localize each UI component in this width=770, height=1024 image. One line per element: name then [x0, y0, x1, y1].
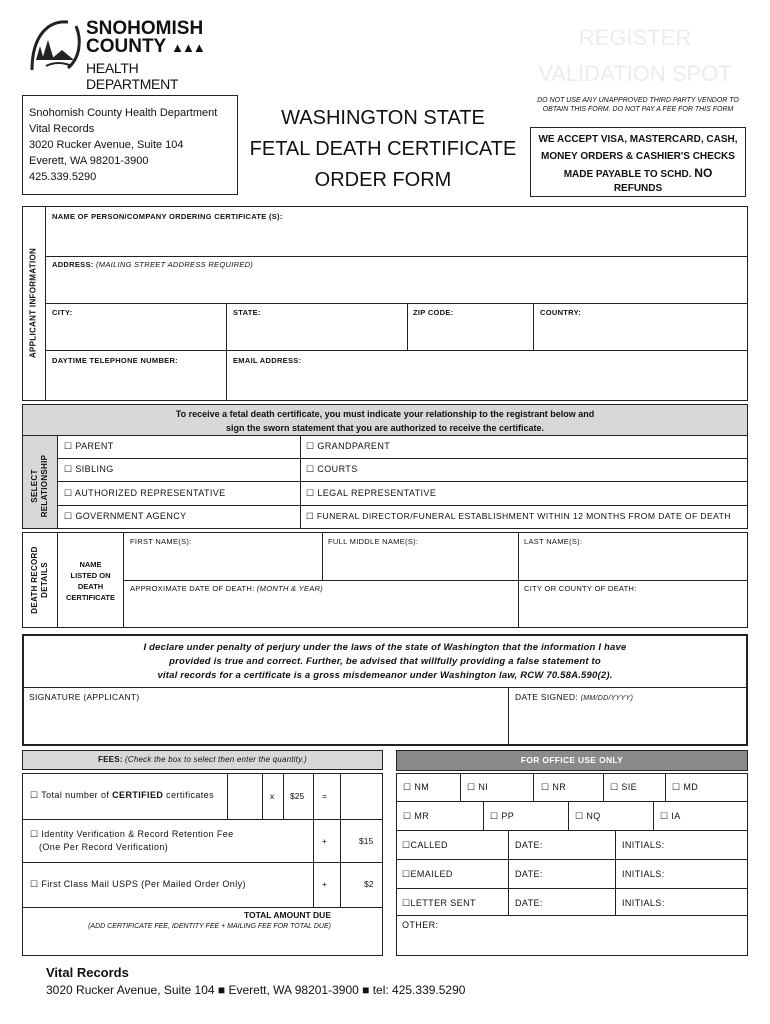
- city-of-death-input[interactable]: [519, 594, 747, 627]
- option-label: PARENT: [75, 441, 114, 451]
- office-option: NI: [478, 782, 489, 792]
- logo-line-2: [86, 36, 204, 58]
- relationship-label-1: SELECT: [30, 469, 39, 503]
- payment-payable: MADE PAYABLE TO SCHD.: [563, 169, 695, 180]
- payment-line-3: [531, 165, 745, 183]
- payment-line-4: REFUNDS: [613, 183, 663, 194]
- office-letter-checkbox[interactable]: [402, 898, 476, 909]
- declaration-line-2: provided is true and correct. Further, be advised that willfully providing a false statement to: [169, 656, 601, 667]
- option-label: COURTS: [317, 464, 358, 474]
- footer-address: [46, 983, 465, 997]
- office-emailed-checkbox[interactable]: [402, 869, 453, 880]
- country-label: COUNTRY:: [540, 308, 582, 317]
- relationship-banner: [22, 404, 748, 436]
- option-label: GOVERNMENT AGENCY: [75, 511, 187, 521]
- relationship-authorized-rep-checkbox[interactable]: [64, 488, 226, 499]
- name-box-line: LISTED ON: [70, 571, 111, 580]
- office-pp-checkbox[interactable]: [490, 811, 514, 822]
- declaration-text: [30, 641, 740, 683]
- payment-line-2: MONEY ORDERS & CASHIER'S CHECKS: [541, 151, 735, 162]
- title-line-2: FETAL DEATH CERTIFICATE: [249, 138, 517, 160]
- fee-row-2-line-1: Identity Verification & Record Retention Fee: [41, 829, 234, 839]
- zip-label: ZIP CODE:: [413, 308, 454, 317]
- date-signed-text: DATE SIGNED:: [515, 692, 581, 702]
- checkbox-icon: ☐: [610, 782, 619, 792]
- office-option: NM: [414, 782, 430, 792]
- fee-row-1-bold: CERTIFIED: [112, 790, 164, 800]
- name-label: NAME OF PERSON/COMPANY ORDERING CERTIFICATE (S):: [52, 212, 283, 221]
- date-of-death-text: APPROXIMATE DATE OF DEATH:: [130, 584, 257, 593]
- relationship-section-label: [30, 441, 50, 531]
- first-name-label: FIRST NAME(S):: [130, 537, 192, 546]
- date-signed-label: [515, 692, 633, 702]
- fee-row-2-op: +: [322, 836, 327, 846]
- fee-row-3-text: First Class Mail USPS (Per Mailed Order Only): [41, 879, 246, 889]
- banner-line-1: To receive a fetal death certificate, you must indicate your relationship to the registrant below and: [175, 409, 595, 419]
- signature-label: SIGNATURE (APPLICANT): [29, 692, 140, 702]
- office-option: MR: [414, 811, 430, 821]
- office-sie-checkbox[interactable]: [610, 782, 637, 793]
- footer-title: Vital Records: [46, 965, 129, 980]
- option-label: LEGAL REPRESENTATIVE: [317, 488, 437, 498]
- bullet-icon: ■: [217, 983, 226, 997]
- total-amount-input[interactable]: [341, 908, 382, 955]
- address-hint: (MAILING STREET ADDRESS REQUIRED): [95, 260, 254, 269]
- option-label: GRANDPARENT: [317, 441, 391, 451]
- office-emailed-date-label: DATE:: [515, 869, 543, 879]
- relationship-label-2: RELATIONSHIP: [40, 454, 49, 518]
- date-signed-hint: (MM/DD/YYYY): [580, 695, 634, 702]
- office-letter-date-label: DATE:: [515, 898, 543, 908]
- date-signed-input[interactable]: [509, 704, 746, 744]
- certified-quantity-input[interactable]: [228, 774, 262, 819]
- office-letter-initials-label: INITIALS:: [622, 898, 665, 908]
- office-ia-checkbox[interactable]: [660, 811, 681, 822]
- office-emailed-label: EMAILED: [410, 869, 453, 879]
- office-mr-checkbox[interactable]: [403, 811, 429, 822]
- fee-row-3-price: $2: [364, 879, 374, 889]
- footer-phone: tel: 425.339.5290: [369, 983, 466, 997]
- checkbox-icon: ☐: [64, 441, 73, 451]
- checkbox-icon: ☐: [306, 464, 315, 474]
- address-line: Snohomish County Health Department: [29, 107, 218, 119]
- first-name-input[interactable]: [124, 547, 322, 580]
- logo-mark-icon: [28, 16, 84, 74]
- checkbox-icon: ☐: [467, 782, 476, 792]
- phone-input[interactable]: [46, 366, 226, 400]
- option-label: AUTHORIZED REPRESENTATIVE: [74, 488, 226, 498]
- address-line: Vital Records: [29, 123, 95, 135]
- last-name-input[interactable]: [519, 547, 747, 580]
- payment-line-1: WE ACCEPT VISA, MASTERCARD, CASH,: [538, 134, 738, 145]
- name-box-line: DEATH: [77, 582, 104, 591]
- office-option: PP: [501, 811, 515, 821]
- checkbox-icon: ☐: [64, 464, 73, 474]
- name-input[interactable]: [46, 222, 747, 256]
- checkbox-icon: ☐: [64, 511, 73, 521]
- state-label: STATE:: [233, 308, 261, 317]
- total-amount-label: [24, 909, 331, 933]
- checkbox-icon: ☐: [30, 879, 39, 889]
- fee-row-2-price: $15: [359, 836, 374, 846]
- checkbox-icon: ☐: [672, 782, 681, 792]
- city-label: CITY:: [52, 308, 73, 317]
- declaration-line-3: vital records for a certificate is a gross misdemeanor under Washington law, RCW 70.58A.590(2).: [157, 670, 613, 681]
- checkbox-icon: ☐: [403, 811, 412, 821]
- page-title: [240, 103, 526, 196]
- checkbox-icon: ☐: [306, 511, 315, 521]
- fee-row-2-line-2: (One Per Record Verification): [39, 842, 169, 852]
- office-letter-label: LETTER SENT: [410, 898, 476, 908]
- office-nr-checkbox[interactable]: [541, 782, 566, 793]
- office-nm-checkbox[interactable]: [403, 782, 429, 793]
- fee-row-1-eq: =: [322, 791, 327, 801]
- option-label: FUNERAL DIRECTOR/FUNERAL ESTABLISHMENT WITHIN 12 MONTHS FROM DATE OF DEATH: [316, 511, 731, 521]
- footer-street: 3020 Rucker Avenue, Suite 104: [46, 983, 218, 997]
- logo-county: COUNTY: [86, 36, 166, 57]
- country-input[interactable]: [534, 318, 747, 350]
- register-validation-spot: [520, 20, 750, 92]
- fees-header: [22, 750, 383, 770]
- death-record-section-label: [30, 532, 50, 628]
- last-name-label: LAST NAME(S):: [524, 537, 583, 546]
- office-other-label: OTHER:: [402, 920, 439, 930]
- email-input[interactable]: [227, 366, 747, 400]
- fee-row-1-text: Total number of: [41, 790, 113, 800]
- name-box-line: NAME: [79, 560, 102, 569]
- address-line: 425.339.5290: [29, 171, 97, 183]
- relationship-grandparent-checkbox[interactable]: [306, 441, 390, 452]
- certified-subtotal-input[interactable]: [341, 774, 382, 819]
- applicant-section-label: APPLICANT INFORMATION: [28, 247, 38, 359]
- office-header: FOR OFFICE USE ONLY: [396, 750, 748, 771]
- death-label-1: DEATH RECORD: [30, 546, 39, 614]
- checkbox-icon: ☐: [306, 488, 315, 498]
- name-box-line: CERTIFICATE: [65, 593, 116, 602]
- checkbox-icon: ☐: [306, 441, 315, 451]
- relationship-government-checkbox[interactable]: [64, 511, 187, 522]
- checkbox-icon: ☐: [490, 811, 499, 821]
- email-label: EMAIL ADDRESS:: [233, 356, 302, 365]
- fees-header-label: FEES:: [98, 755, 126, 764]
- checkbox-icon: ☐: [402, 898, 411, 908]
- office-called-label: CALLED: [410, 840, 448, 850]
- payment-no: NO: [694, 166, 713, 180]
- mail-fee-checkbox[interactable]: [30, 879, 246, 890]
- office-ni-checkbox[interactable]: [467, 782, 488, 793]
- bullet-icon: ■: [362, 983, 370, 997]
- checkbox-icon: ☐: [402, 840, 411, 850]
- city-input[interactable]: [46, 318, 226, 350]
- address-input[interactable]: [46, 270, 747, 303]
- fee-row-3-op: +: [322, 879, 327, 889]
- address-label-text: ADDRESS:: [52, 260, 94, 269]
- vendor-note: DO NOT USE ANY UNAPPROVED THIRD PARTY VENDOR TO OBTAIN THIS FORM. DO NOT PAY A FEE FOR THIS FORM: [537, 97, 739, 113]
- office-option: MD: [683, 782, 699, 792]
- address-block: [22, 95, 238, 195]
- watermark-line-2: VALIDATION SPOT: [538, 61, 732, 86]
- office-called-date-label: DATE:: [515, 840, 543, 850]
- relationship-funeral-checkbox[interactable]: [306, 511, 731, 522]
- footer-city: Everett, WA 98201-3900: [225, 983, 363, 997]
- office-nq-checkbox[interactable]: [575, 811, 601, 822]
- death-label-2: DETAILS: [40, 562, 49, 598]
- option-label: SIBLING: [75, 464, 114, 474]
- state-input[interactable]: [227, 318, 407, 350]
- office-md-checkbox[interactable]: [672, 782, 698, 793]
- fees-header-hint: (Check the box to select then enter the quantity.): [125, 755, 307, 764]
- middle-name-input[interactable]: [323, 547, 518, 580]
- date-of-death-input[interactable]: [124, 594, 518, 627]
- checkbox-icon: ☐: [575, 811, 584, 821]
- logo: [28, 16, 228, 92]
- title-line-1: WASHINGTON STATE: [281, 107, 485, 129]
- payment-note: [530, 127, 746, 197]
- declaration-line-1: I declare under penalty of perjury under the laws of the state of Washington that the information I have: [143, 642, 627, 653]
- office-option: NR: [552, 782, 567, 792]
- watermark-line-1: REGISTER: [578, 25, 692, 50]
- middle-name-label: FULL MIDDLE NAME(S):: [328, 537, 419, 546]
- logo-line-1: SNOHOMISH: [86, 18, 204, 39]
- certified-checkbox[interactable]: [30, 790, 214, 801]
- total-label: TOTAL AMOUNT DUE: [243, 910, 331, 920]
- mountains-icon: ▲▲▲: [171, 40, 204, 55]
- office-emailed-initials-label: INITIALS:: [622, 869, 665, 879]
- phone-label: DAYTIME TELEPHONE NUMBER:: [52, 356, 178, 365]
- office-called-checkbox[interactable]: [402, 840, 448, 851]
- office-called-initials-label: INITIALS:: [622, 840, 665, 850]
- checkbox-icon: ☐: [402, 869, 411, 879]
- checkbox-icon: ☐: [660, 811, 669, 821]
- relationship-parent-checkbox[interactable]: [64, 441, 114, 452]
- checkbox-icon: ☐: [30, 790, 39, 800]
- relationship-sibling-checkbox[interactable]: [64, 464, 114, 475]
- date-of-death-label: [130, 584, 323, 593]
- relationship-courts-checkbox[interactable]: [306, 464, 358, 475]
- date-of-death-hint: (MONTH & YEAR): [256, 584, 324, 593]
- fee-row-1-post: certificates: [163, 790, 214, 800]
- checkbox-icon: ☐: [403, 782, 412, 792]
- logo-line-3: HEALTH DEPARTMENT: [86, 60, 179, 92]
- signature-input[interactable]: [24, 704, 508, 744]
- total-hint: (ADD CERTIFICATE FEE, IDENTITY FEE + MAILING FEE FOR TOTAL DUE): [88, 923, 331, 930]
- office-option: IA: [671, 811, 681, 821]
- checkbox-icon: ☐: [64, 488, 73, 498]
- identity-fee-checkbox[interactable]: [30, 828, 234, 854]
- office-option: SIE: [621, 782, 638, 792]
- city-of-death-label: CITY OR COUNTY OF DEATH:: [524, 584, 637, 593]
- banner-line-2: sign the sworn statement that you are authorized to receive the certificate.: [225, 423, 545, 433]
- fee-row-1-op: x: [270, 791, 275, 801]
- address-line: 3020 Rucker Avenue, Suite 104: [29, 139, 184, 151]
- checkbox-icon: ☐: [541, 782, 550, 792]
- zip-input[interactable]: [408, 318, 533, 350]
- address-label: [52, 260, 253, 269]
- address-line: Everett, WA 98201-3900: [29, 155, 149, 167]
- name-listed-label: [58, 559, 123, 603]
- relationship-legal-rep-checkbox[interactable]: [306, 488, 436, 499]
- office-option: NQ: [586, 811, 601, 821]
- title-line-3: ORDER FORM: [314, 169, 452, 191]
- checkbox-icon: ☐: [30, 829, 39, 839]
- fee-row-1-price: $25: [290, 791, 305, 801]
- office-other-input[interactable]: [440, 917, 746, 955]
